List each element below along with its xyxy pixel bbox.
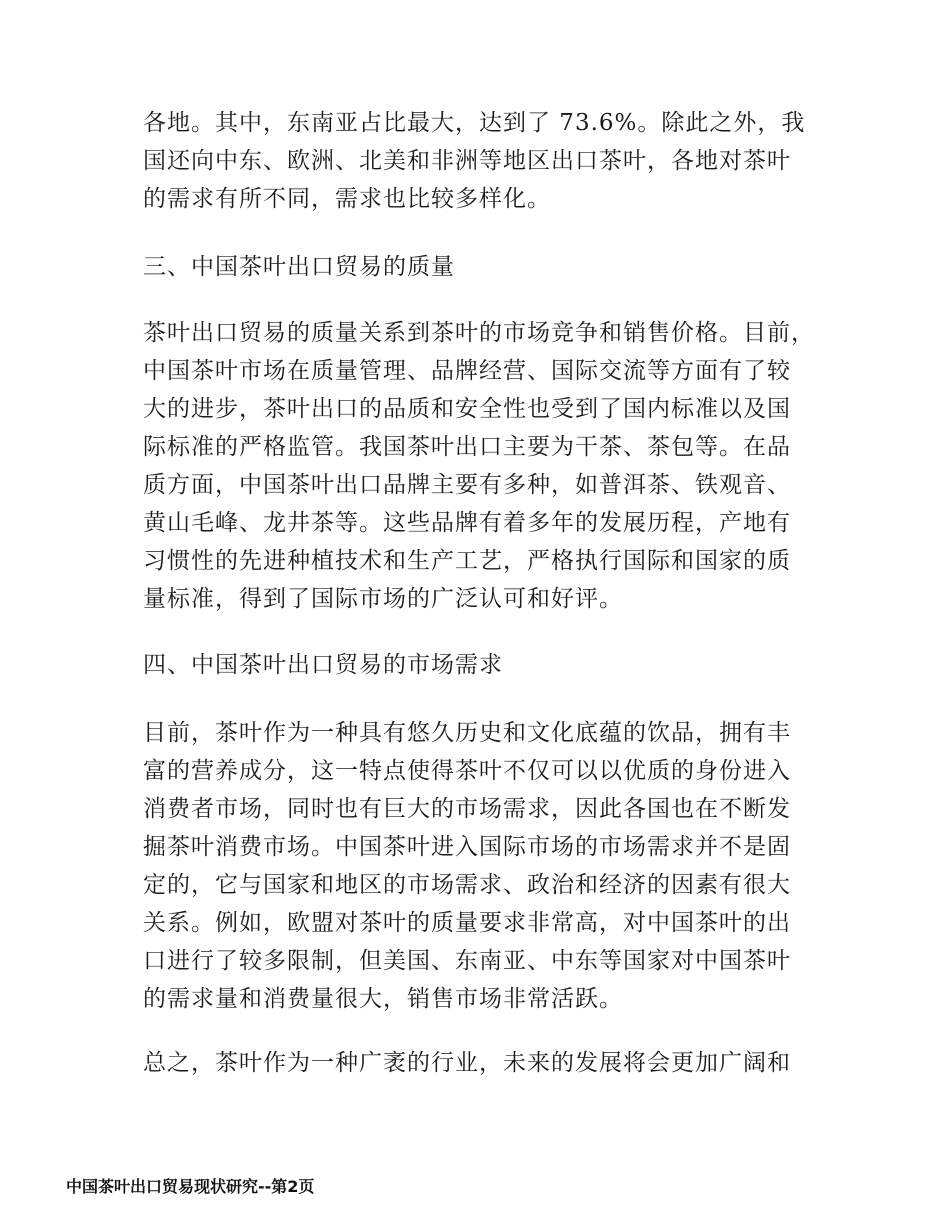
paragraph-line: 习惯性的先进种植技术和生产工艺，严格执行国际和国家的质 [143, 548, 791, 574]
paragraph-line: 总之，茶叶作为一种广袤的行业，未来的发展将会更加广阔和 [143, 1050, 791, 1076]
heading-text: 三、中国茶叶出口贸易的质量 [143, 254, 455, 280]
section-heading-4 [143, 646, 813, 684]
section-heading-3 [143, 248, 813, 286]
paragraph-3 [143, 714, 813, 1018]
paragraph-line: 质方面，中国茶叶出口品牌主要有多种，如普洱茶、铁观音、 [143, 472, 791, 498]
paragraph-line: 定的，它与国家和地区的市场需求、政治和经济的因素有很大 [143, 872, 791, 898]
paragraph-line: 掘茶叶消费市场。中国茶叶进入国际市场的市场需求并不是固 [143, 834, 791, 860]
paragraph-line: 的需求有所不同，需求也比较多样化。 [143, 186, 551, 212]
paragraph-1 [143, 104, 813, 218]
paragraph-line: 中国茶叶市场在质量管理、品牌经营、国际交流等方面有了较 [143, 358, 791, 384]
paragraph-line: 茶叶出口贸易的质量关系到茶叶的市场竞争和销售价格。目前， [143, 320, 815, 346]
paragraph-line: 口进行了较多限制，但美国、东南亚、中东等国家对中国茶叶 [143, 948, 791, 974]
paragraph-line: 黄山毛峰、龙井茶等。这些品牌有着多年的发展历程，产地有 [143, 510, 791, 536]
paragraph-line: 际标准的严格监管。我国茶叶出口主要为干茶、茶包等。在品 [143, 434, 791, 460]
paragraph-line: 国还向中东、欧洲、北美和非洲等地区出口茶叶，各地对茶叶 [143, 148, 791, 174]
paragraph-line: 大的进步，茶叶出口的品质和安全性也受到了国内标准以及国 [143, 396, 791, 422]
paragraph-line: 各地。其中，东南亚占比最大，达到了 73.6%。除此之外，我 [143, 110, 806, 136]
paragraph-line: 量标准，得到了国际市场的广泛认可和好评。 [143, 586, 623, 612]
paragraph-line: 关系。例如，欧盟对茶叶的质量要求非常高，对中国茶叶的出 [143, 910, 791, 936]
paragraph-line: 的需求量和消费量很大，销售市场非常活跃。 [143, 986, 623, 1012]
paragraph-line: 目前，茶叶作为一种具有悠久历史和文化底蕴的饮品，拥有丰 [143, 720, 791, 746]
heading-text: 四、中国茶叶出口贸易的市场需求 [143, 652, 503, 678]
paragraph-2 [143, 314, 813, 618]
paragraph-line: 富的营养成分，这一特点使得茶叶不仅可以以优质的身份进入 [143, 758, 791, 784]
page-footer: 中国茶叶出口贸易现状研究--第2页 [66, 1177, 315, 1196]
paragraph-line: 消费者市场，同时也有巨大的市场需求，因此各国也在不断发 [143, 796, 791, 822]
paragraph-4 [143, 1044, 813, 1082]
